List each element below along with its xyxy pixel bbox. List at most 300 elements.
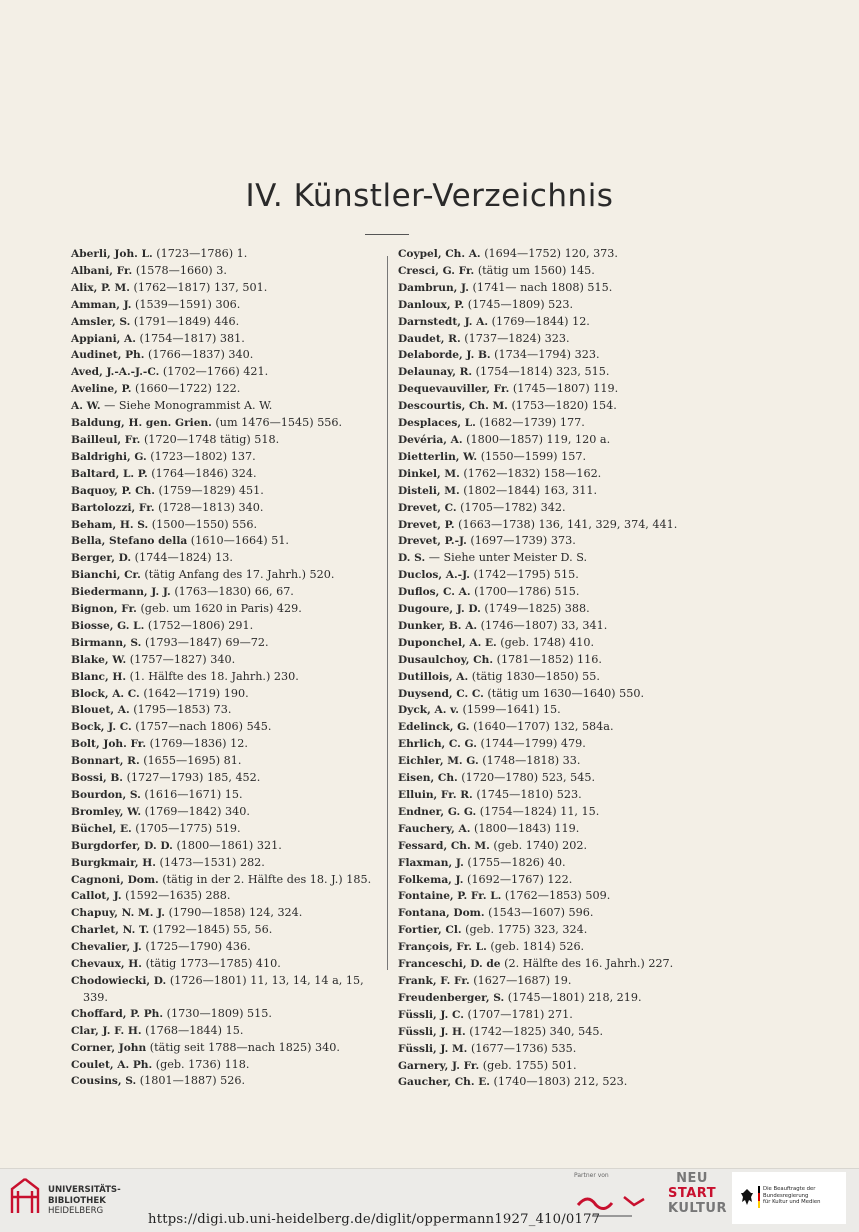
artist-details: (1800—1861) 321. — [176, 838, 282, 852]
artist-name: Füssli, J. M. — [398, 1042, 468, 1055]
artist-name: Flaxman, J. — [398, 856, 464, 869]
artist-details: (1550—1599) 157. — [480, 449, 587, 463]
artist-details: (1745—1801) 218, 219. — [507, 990, 642, 1004]
bkm-text — [763, 1186, 846, 1206]
artist-name: Frank, F. Fr. — [398, 974, 470, 987]
neustart-line-1: NEU — [676, 1171, 708, 1186]
artist-details: (1543—1607) 596. — [488, 906, 594, 920]
index-entry — [398, 1074, 718, 1091]
artist-name: Bianchi, Cr. — [71, 569, 141, 582]
artist-details: (1759—1829) 451. — [158, 483, 264, 497]
index-entry — [398, 872, 718, 889]
artist-name: Burgkmair, H. — [71, 856, 156, 869]
index-entry — [71, 314, 376, 331]
index-entry — [71, 702, 376, 719]
artist-name: Bailleul, Fr. — [71, 433, 141, 446]
artist-name: Blanc, H. — [71, 670, 127, 683]
artist-details: (1748—1818) 33. — [482, 754, 581, 768]
index-entry — [71, 719, 376, 736]
artist-details: (1790—1858) 124, 324. — [168, 906, 303, 920]
artist-name: Bossi, B. — [71, 772, 123, 785]
index-entry — [398, 533, 718, 550]
index-entry — [398, 1024, 718, 1041]
bkm-logo[interactable] — [732, 1172, 846, 1224]
artist-details: (tätig 1773—1785) 410. — [145, 957, 281, 971]
artist-name: Dambrun, J. — [398, 281, 469, 294]
artist-name: Danloux, P. — [398, 298, 465, 311]
artist-details: (1745—1809) 523. — [467, 297, 574, 311]
index-entry — [71, 381, 376, 398]
index-entry — [398, 888, 718, 905]
index-entry — [71, 432, 376, 449]
artist-details: (1762—1853) 509. — [504, 889, 611, 903]
artist-name: Daudet, R. — [398, 332, 461, 345]
artist-details: (1764—1846) 324. — [151, 466, 257, 480]
artist-name: Dietterlin, W. — [398, 450, 478, 463]
artist-name: Beham, H. S. — [71, 518, 149, 531]
artist-details: (1627—1687) 19. — [473, 973, 572, 987]
artist-details: (1700—1786) 515. — [474, 585, 580, 599]
artist-details: (1723—1802) 137. — [150, 449, 256, 463]
index-entry — [398, 787, 718, 804]
index-entry — [398, 483, 718, 500]
artist-details: (1702—1766) 421. — [162, 365, 269, 379]
artist-details: (1766—1837) 340. — [147, 348, 254, 362]
artist-details: (1726—1801) 11, 13, 14, 14 a, 15, — [169, 973, 364, 987]
artist-details: (1725—1790) 436. — [145, 940, 251, 954]
artist-details: (1741— nach 1808) 515. — [472, 280, 613, 294]
neustart-line-2: START — [668, 1186, 717, 1201]
artist-details: (1755—1826) 40. — [467, 855, 566, 869]
artist-details: (1592—1635) 288. — [125, 889, 231, 903]
artist-details: (2. Hälfte des 16. Jahrh.) 227. — [504, 957, 674, 971]
artist-name: Drevet, P. — [398, 518, 455, 531]
artist-name: Chodowiecki, D. — [71, 974, 167, 987]
artist-details: (um 1476—1545) 556. — [215, 416, 343, 430]
artist-name: Choffard, P. Ph. — [71, 1007, 164, 1020]
artist-name: Burgdorfer, D. D. — [71, 839, 173, 852]
index-entry — [398, 838, 718, 855]
artist-name: Gaucher, Ch. E. — [398, 1076, 490, 1089]
artist-name: Delaborde, J. B. — [398, 349, 491, 362]
index-entry — [71, 297, 376, 314]
index-entry — [398, 314, 718, 331]
index-entry — [71, 804, 376, 821]
artist-details: (1742—1825) 340, 545. — [469, 1024, 604, 1038]
artist-details: (1728—1813) 340. — [158, 500, 264, 514]
index-entry — [398, 601, 718, 618]
artist-name: Edelinck, G. — [398, 721, 470, 734]
index-entry — [398, 1041, 718, 1058]
artist-name: Baldung, H. gen. Grien. — [71, 417, 212, 430]
artist-details: (1720—1780) 523, 545. — [461, 771, 596, 785]
index-entry — [398, 280, 718, 297]
artist-name: Biedermann, J. J. — [71, 586, 171, 599]
artist-name: A. W. — [71, 400, 101, 413]
artist-details: (1800—1843) 119. — [473, 821, 580, 835]
bkm-text-line-1: Die Beauftragte der Bundesregierung — [763, 1186, 816, 1199]
index-entry — [71, 838, 376, 855]
artist-name: Bromley, W. — [71, 805, 142, 818]
index-entry — [71, 686, 376, 703]
artist-details: (1723—1786) 1. — [156, 247, 248, 260]
index-entry — [71, 753, 376, 770]
artist-details: (1744—1799) 479. — [480, 737, 586, 751]
index-entry — [398, 652, 718, 669]
neustart-kultur-logo[interactable] — [668, 1171, 727, 1216]
index-entry — [398, 905, 718, 922]
artist-details: (1705—1775) 519. — [135, 821, 241, 835]
index-entry — [71, 500, 376, 517]
index-entry — [398, 669, 718, 686]
index-entry — [398, 364, 718, 381]
artist-name: Elluin, Fr. R. — [398, 789, 473, 801]
artist-name: Füssli, J. C. — [398, 1008, 464, 1021]
artist-name: Cresci, G. Fr. — [398, 264, 475, 277]
title-rule — [365, 234, 409, 235]
index-entry — [398, 246, 718, 263]
index-entry — [71, 449, 376, 466]
library-logo-icon[interactable] — [8, 1177, 42, 1217]
artist-details: (1705—1782) 342. — [460, 500, 566, 514]
artist-name: Garnery, J. Fr. — [398, 1059, 480, 1072]
artist-name: Biosse, G. L. — [71, 619, 145, 632]
index-entry — [71, 855, 376, 872]
artist-details: (1793—1847) 69—72. — [144, 635, 269, 649]
index-entry — [398, 990, 718, 1007]
artist-details: (1754—1824) 11, 15. — [479, 804, 600, 818]
artist-details: (1737—1824) 323. — [464, 331, 570, 345]
index-entry — [398, 466, 718, 483]
artist-details: (1682—1739) 177. — [479, 416, 585, 430]
artist-name: Endner, G. G. — [398, 805, 477, 818]
artist-details: (1694—1752) 120, 373. — [484, 247, 618, 260]
index-entry — [71, 635, 376, 652]
index-entry — [71, 331, 376, 348]
artist-details: (1754—1814) 323, 515. — [475, 365, 610, 379]
artist-name: Appiani, A. — [71, 332, 136, 345]
artist-name: Fortier, Cl. — [398, 924, 462, 937]
artist-details: (1697—1739) 373. — [470, 534, 576, 548]
artist-name: Bock, J. C. — [71, 721, 132, 734]
library-name-line-2: BIBLIOTHEK — [48, 1195, 106, 1206]
index-entry — [398, 550, 718, 567]
artist-details: (geb. 1814) 526. — [490, 940, 585, 954]
index-column-left — [71, 246, 376, 1090]
artist-details: (1769—1844) 12. — [491, 314, 590, 328]
artist-name: Block, A. C. — [71, 687, 140, 700]
index-entry — [71, 601, 376, 618]
artist-name: Fontana, Dom. — [398, 907, 485, 920]
index-entry — [71, 550, 376, 567]
artist-name: Disteli, M. — [398, 484, 460, 497]
artist-name: Fontaine, P. Fr. L. — [398, 890, 502, 903]
index-entry — [71, 1023, 376, 1040]
federal-eagle-icon — [740, 1188, 754, 1206]
artist-name: Büchel, E. — [71, 822, 132, 835]
artist-name: Baquoy, P. Ch. — [71, 484, 155, 497]
artist-name: Clar, J. F. H. — [71, 1024, 142, 1037]
artist-name: Birmann, S. — [71, 636, 142, 649]
artist-name: Dequevauviller, Fr. — [398, 383, 510, 396]
artist-details: (1749—1825) 388. — [484, 602, 590, 616]
artist-details: (1663—1738) 136, 141, 329, 374, 441. — [458, 517, 678, 531]
artist-details: (1791—1849) 446. — [133, 314, 240, 328]
artist-details: (tätig um 1560) 145. — [477, 263, 595, 277]
artist-name: Franceschi, D. de — [398, 958, 501, 971]
index-entry — [71, 466, 376, 483]
index-entry — [398, 584, 718, 601]
artist-name: Dyck, A. v. — [398, 704, 459, 717]
artist-details: (1768—1844) 15. — [145, 1023, 244, 1037]
artist-name: Baltard, L. P. — [71, 467, 148, 480]
artist-name: Drevet, C. — [398, 501, 457, 514]
artist-name: Amsler, S. — [71, 315, 131, 328]
index-entry — [71, 973, 376, 990]
index-entry — [398, 686, 718, 703]
artist-name: Dusaulchoy, Ch. — [398, 653, 494, 666]
artist-name: D. S. — [398, 552, 426, 565]
index-entry — [71, 533, 376, 550]
index-entry — [71, 872, 376, 889]
index-entry — [398, 517, 718, 534]
artist-details: (1757—nach 1806) 545. — [135, 720, 272, 734]
artist-details: (1610—1664) 51. — [190, 534, 289, 548]
index-entry — [398, 719, 718, 736]
artist-details: (1769—1842) 340. — [144, 804, 250, 818]
artist-name: Eisen, Ch. — [398, 772, 458, 785]
artist-details: (1746—1807) 33, 341. — [480, 618, 608, 632]
index-entry — [398, 922, 718, 939]
index-entry — [71, 618, 376, 635]
artist-name: Aberli, Joh. L. — [71, 248, 153, 260]
artist-name: Chevalier, J. — [71, 941, 142, 954]
artist-name: Aveline, P. — [71, 383, 132, 396]
artist-details: (1720—1748 tätig) 518. — [143, 432, 280, 446]
index-entry — [71, 1073, 376, 1090]
index-entry — [398, 855, 718, 872]
artist-details: (geb. 1775) 323, 324. — [465, 923, 588, 937]
artist-name: Alix, P. M. — [71, 281, 130, 294]
artist-name: Charlet, N. T. — [71, 924, 150, 937]
artist-name: Dinkel, M. — [398, 467, 460, 480]
index-entry — [398, 347, 718, 364]
artist-name: Cousins, S. — [71, 1075, 137, 1088]
index-entry — [398, 939, 718, 956]
artist-details: (1744—1824) 13. — [134, 551, 233, 565]
artist-name: Albani, Fr. — [71, 264, 133, 277]
artist-details: (1727—1793) 185, 452. — [126, 771, 261, 785]
artist-details: (1655—1695) 81. — [143, 754, 242, 768]
index-entry — [71, 652, 376, 669]
artist-name: Bartolozzi, Fr. — [71, 501, 155, 514]
page-title: IV. Künstler-Verzeichnis — [245, 178, 614, 214]
index-entry — [71, 263, 376, 280]
artist-name: Bonnart, R. — [71, 755, 140, 768]
index-column-right — [398, 246, 718, 1091]
index-entry — [71, 922, 376, 939]
artist-name: Devéria, A. — [398, 433, 463, 446]
index-entry — [71, 1040, 376, 1057]
artist-name: Dugoure, J. D. — [398, 603, 481, 616]
partner-label: Partner von — [574, 1172, 609, 1179]
artist-details: (1707—1781) 271. — [467, 1007, 573, 1021]
page-url[interactable]: https://digi.ub.uni-heidelberg.de/diglit/oppermann1927_410/0177 — [148, 1212, 601, 1227]
artist-name: Fessard, Ch. M. — [398, 839, 490, 852]
index-entry — [398, 297, 718, 314]
index-entry — [398, 1007, 718, 1024]
index-entry — [71, 246, 376, 263]
index-entry — [71, 787, 376, 804]
index-entry — [398, 753, 718, 770]
artist-details: (1640—1707) 132, 584a. — [473, 720, 614, 734]
artist-name: Aved, J.-A.-J.-C. — [71, 366, 160, 379]
index-entry — [398, 736, 718, 753]
artist-details: (1792—1845) 55, 56. — [152, 923, 273, 937]
index-entry — [71, 905, 376, 922]
artist-details: (1745—1807) 119. — [512, 382, 619, 396]
index-entry — [398, 770, 718, 787]
index-entry — [71, 398, 376, 415]
artist-details: (1677—1736) 535. — [470, 1041, 577, 1055]
index-entry — [398, 635, 718, 652]
index-entry — [71, 1006, 376, 1023]
index-entry — [398, 398, 718, 415]
artist-details: (1692—1767) 122. — [467, 872, 573, 886]
index-entry — [71, 1057, 376, 1074]
artist-name: Folkema, J. — [398, 873, 464, 886]
artist-name: Berger, D. — [71, 552, 132, 565]
index-entry — [71, 939, 376, 956]
artist-name: Füssli, J. H. — [398, 1025, 466, 1038]
index-entry — [398, 449, 718, 466]
library-name-line-3: HEIDELBERG — [48, 1206, 104, 1216]
artist-name: Blake, W. — [71, 653, 127, 666]
artist-name: Dunker, B. A. — [398, 619, 478, 632]
artist-details: (1. Hälfte des 18. Jahrh.) 230. — [129, 669, 299, 683]
artist-details: (1757—1827) 340. — [129, 652, 236, 666]
index-entry — [71, 347, 376, 364]
artist-details: (1769—1836) 12. — [149, 737, 248, 751]
artist-details: (1642—1719) 190. — [143, 686, 249, 700]
artist-details: (1500—1550) 556. — [151, 517, 258, 531]
artist-name: Baldrighi, G. — [71, 450, 147, 463]
index-entry — [71, 415, 376, 432]
artist-details: (1734—1794) 323. — [494, 348, 600, 362]
artist-name: Coypel, Ch. A. — [398, 248, 481, 260]
artist-details: (geb. 1755) 501. — [482, 1058, 577, 1072]
index-entry — [71, 669, 376, 686]
library-name[interactable] — [48, 1185, 121, 1217]
artist-details: (1473—1531) 282. — [159, 855, 265, 869]
artist-name: Desplaces, L. — [398, 417, 476, 430]
artist-name: Duflos, C. A. — [398, 586, 471, 599]
artist-details: (1763—1830) 66, 67. — [174, 585, 294, 599]
artist-details: (geb. 1740) 202. — [493, 838, 588, 852]
artist-details: (1762—1832) 158—162. — [463, 466, 602, 480]
artist-details: (1754—1817) 381. — [139, 331, 245, 345]
artist-details: (1616—1671) 15. — [144, 788, 243, 801]
artist-details: (tätig Anfang des 17. Jahrh.) 520. — [144, 568, 335, 582]
artist-details: (1742—1795) 515. — [473, 568, 579, 582]
artist-details: (1801—1887) 526. — [139, 1074, 246, 1088]
artist-details: (geb. 1736) 118. — [155, 1057, 250, 1071]
index-entry — [398, 1058, 718, 1075]
bkm-text-line-2: für Kultur und Medien — [763, 1199, 821, 1206]
artist-details: — Siehe unter Meister D. S. — [428, 551, 588, 565]
artist-details: (1800—1857) 119, 120 a. — [466, 432, 611, 446]
neustart-line-3: KULTUR — [668, 1201, 727, 1216]
index-entry — [71, 567, 376, 584]
artist-details: (geb. um 1620 in Paris) 429. — [140, 602, 302, 616]
index-entry — [71, 280, 376, 297]
artist-name: Descourtis, Ch. M. — [398, 400, 508, 413]
index-entry — [398, 702, 718, 719]
artist-name: Bignon, Fr. — [71, 603, 137, 616]
artist-details: (1740—1803) 212, 523. — [493, 1075, 628, 1089]
artist-name: François, Fr. L. — [398, 941, 487, 954]
artist-details: (tätig seit 1788—nach 1825) 340. — [149, 1040, 340, 1054]
artist-details: (geb. 1748) 410. — [500, 635, 595, 649]
index-entry — [71, 736, 376, 753]
index-entry — [398, 956, 718, 973]
artist-name: Audinet, Ph. — [71, 349, 145, 362]
artist-name: Bolt, Joh. Fr. — [71, 738, 147, 751]
artist-details: (1762—1817) 137, 501. — [133, 280, 268, 294]
artist-details: (tätig 1830—1850) 55. — [471, 669, 600, 683]
artist-details: 339. — [83, 990, 108, 1004]
artist-name: Bourdon, S. — [71, 789, 141, 801]
index-entry — [398, 263, 718, 280]
flag-bars-icon — [758, 1186, 760, 1208]
index-entry — [398, 432, 718, 449]
index-entry — [398, 618, 718, 635]
index-entry — [71, 364, 376, 381]
library-name-line-1: UNIVERSITÄTS- — [48, 1185, 121, 1195]
index-entry — [71, 770, 376, 787]
artist-details: (1599—1641) 15. — [462, 703, 561, 717]
artist-details: — Siehe Monogrammist A. W. — [104, 399, 273, 413]
artist-name: Darnstedt, J. A. — [398, 315, 489, 328]
artist-name: Chapuy, N. M. J. — [71, 907, 165, 920]
artist-name: Dutillois, A. — [398, 670, 469, 683]
artist-name: Blouet, A. — [71, 704, 130, 717]
artist-name: Duysend, C. C. — [398, 687, 484, 700]
artist-name: Amman, J. — [71, 298, 132, 311]
artist-name: Chevaux, H. — [71, 958, 142, 971]
artist-name: Drevet, P.-J. — [398, 535, 467, 548]
index-entry — [398, 415, 718, 432]
artist-name: Duponchel, A. E. — [398, 636, 497, 649]
artist-name: Duclos, A.-J. — [398, 569, 470, 582]
artist-name: Coulet, A. Ph. — [71, 1058, 153, 1071]
index-entry — [71, 990, 376, 1006]
artist-name: Callot, J. — [71, 890, 122, 903]
artist-name: Bella, Stefano della — [71, 535, 188, 548]
artist-details: (1745—1810) 523. — [476, 788, 582, 801]
artist-details: (1802—1844) 163, 311. — [463, 483, 598, 497]
index-entry — [398, 821, 718, 838]
index-entry — [398, 500, 718, 517]
artist-details: (1730—1809) 515. — [166, 1006, 272, 1020]
artist-details: (1539—1591) 306. — [135, 297, 241, 311]
artist-name: Delaunay, R. — [398, 366, 473, 379]
index-entry — [398, 567, 718, 584]
index-entry — [398, 331, 718, 348]
artist-name: Ehrlich, C. G. — [398, 738, 477, 751]
index-entry — [398, 804, 718, 821]
artist-details: (1660—1722) 122. — [135, 382, 241, 396]
